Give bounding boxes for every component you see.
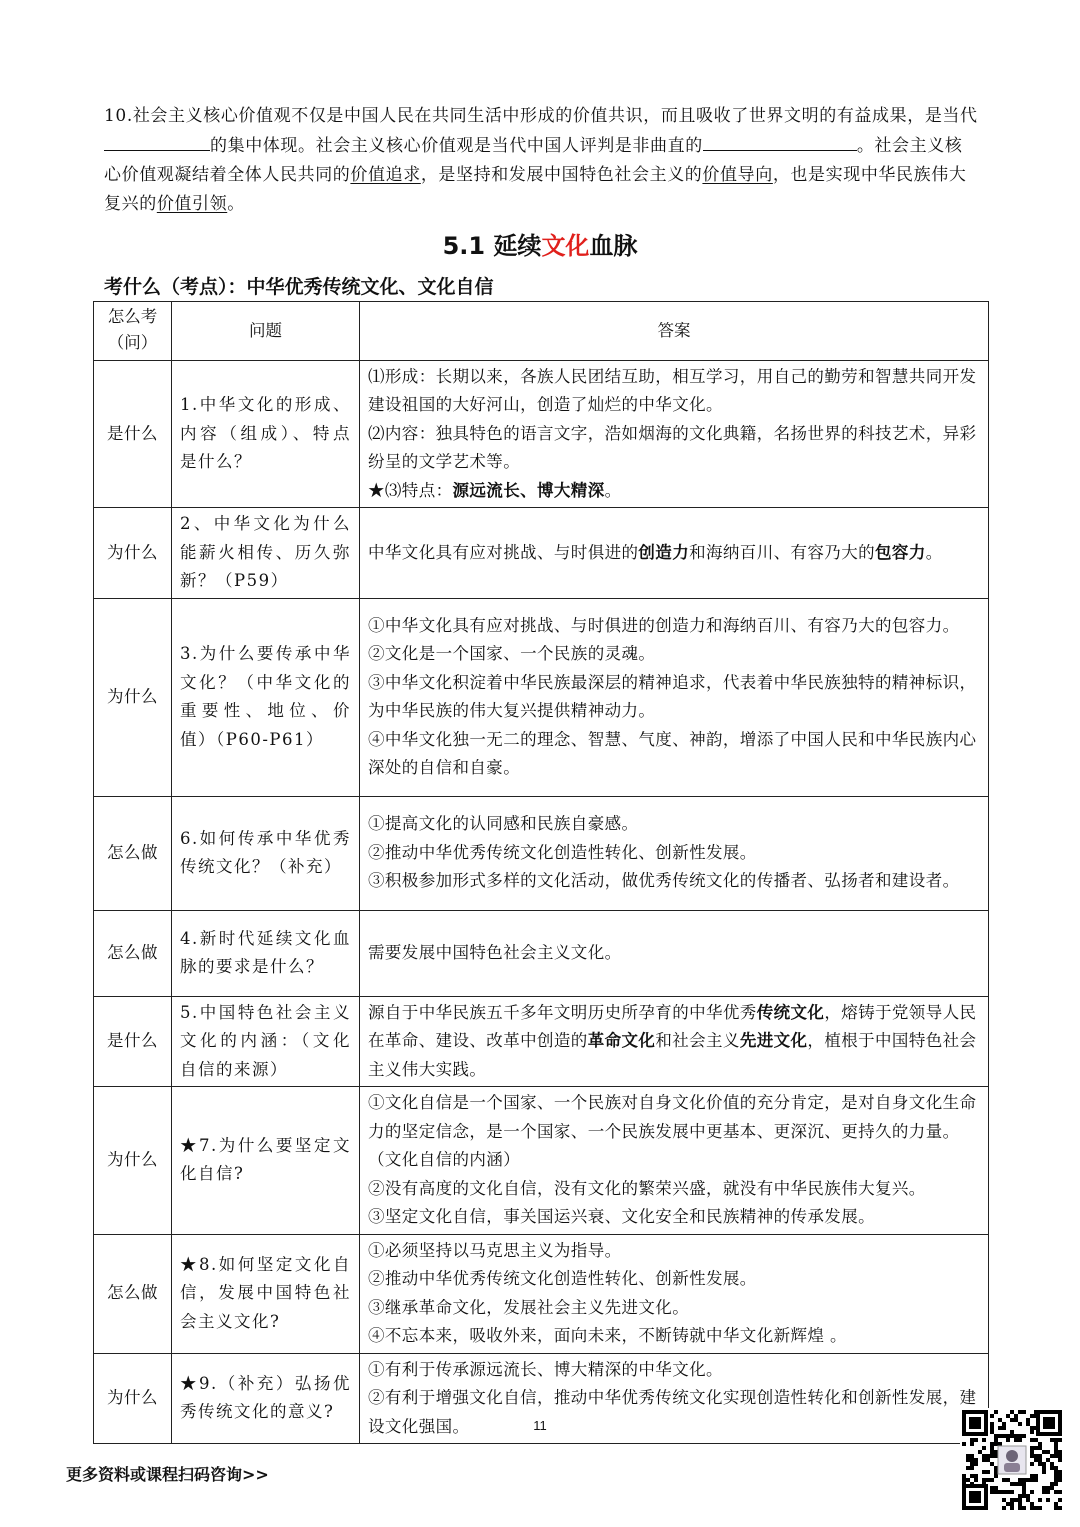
qr-module	[1022, 1478, 1026, 1482]
qr-module	[1002, 1506, 1006, 1510]
qr-module	[1034, 1474, 1038, 1478]
qr-module	[1022, 1494, 1026, 1498]
qr-module	[990, 1490, 994, 1494]
qr-module	[998, 1442, 1002, 1446]
qr-module	[1038, 1442, 1042, 1446]
qr-module	[1050, 1486, 1054, 1490]
answer-line: ①必须坚持以马克思主义为指导。	[368, 1240, 622, 1260]
intro-text-g: 。	[227, 194, 245, 214]
qr-module	[1006, 1490, 1010, 1494]
qr-module	[986, 1470, 990, 1474]
qr-module	[1058, 1458, 1062, 1462]
qr-module	[1014, 1498, 1018, 1502]
table-row	[94, 508, 989, 599]
qr-module	[990, 1414, 994, 1418]
qr-module	[1042, 1470, 1046, 1474]
qr-module	[990, 1454, 994, 1458]
qr-module	[970, 1442, 974, 1446]
underlined-term-2: 价值导向	[702, 165, 773, 185]
qr-module	[1042, 1450, 1046, 1454]
row-answer	[360, 1234, 989, 1353]
qr-code-graphic	[960, 1408, 1064, 1512]
qr-module	[1002, 1434, 1006, 1438]
qr-module	[1058, 1438, 1062, 1442]
qr-module	[982, 1482, 986, 1486]
qr-module	[1034, 1426, 1038, 1430]
qr-module	[1018, 1498, 1022, 1502]
qr-module	[994, 1486, 998, 1490]
qr-module	[966, 1458, 970, 1462]
row-type: 怎么做	[94, 796, 172, 910]
qr-module	[1010, 1490, 1014, 1494]
qr-module	[1054, 1482, 1058, 1486]
qr-module	[982, 1470, 986, 1474]
row-question: 5.中国特色社会主义文化的内涵：（文化自信的来源）	[172, 996, 360, 1087]
answer-line-star: ★⑶特点：源远流长、博大精深。	[368, 480, 622, 500]
qr-module	[1050, 1438, 1054, 1442]
header-type: 怎么考（问）	[94, 302, 172, 361]
qr-module	[1030, 1430, 1034, 1434]
answer-line: ③继承革命文化，发展社会主义先进文化。	[368, 1297, 690, 1317]
answer-line: ⑵内容：独具特色的语言文字，浩如烟海的文化典籍，名扬世界的科技艺术，异彩纷呈的文学艺术等。	[368, 423, 977, 471]
qr-module	[970, 1458, 974, 1462]
qr-module	[998, 1490, 1002, 1494]
qr-module	[986, 1478, 990, 1482]
qr-module	[1014, 1438, 1018, 1442]
qr-code-icon[interactable]	[960, 1408, 1064, 1512]
qr-module	[1014, 1418, 1018, 1422]
qr-module	[1050, 1466, 1054, 1470]
qr-module	[1018, 1478, 1022, 1482]
qr-module	[1038, 1458, 1042, 1462]
qr-module	[986, 1454, 990, 1458]
title-red-word: 文化	[541, 232, 590, 260]
fill-blank-1[interactable]	[104, 131, 210, 151]
qr-module	[1054, 1502, 1058, 1506]
section-title	[0, 226, 1080, 261]
qr-module	[1054, 1442, 1058, 1446]
qr-module	[1054, 1474, 1058, 1478]
qr-module	[1050, 1462, 1054, 1466]
qr-module	[1038, 1454, 1042, 1458]
qr-module	[982, 1446, 986, 1450]
intro-paragraph	[104, 102, 980, 219]
row-type: 为什么	[94, 1087, 172, 1235]
qr-module	[1038, 1506, 1042, 1510]
qr-module	[990, 1486, 994, 1490]
row-question: 3.为什么要传承中华文化？（中华文化的重要性、地位、价值）（P60-P61）	[172, 598, 360, 796]
qr-module	[994, 1474, 998, 1478]
qr-module	[1058, 1506, 1062, 1510]
row-answer	[360, 360, 989, 508]
intro-text-a: 10.社会主义核心价值观不仅是中国人民在共同生活中形成的价值共识，而且吸收了世界文明的有益成果，是当代	[104, 106, 978, 126]
qr-module	[1018, 1422, 1022, 1426]
table-row	[94, 598, 989, 796]
table-header-row	[94, 302, 989, 361]
qr-module	[1006, 1414, 1010, 1418]
intro-text-e: ，是坚持和发展中国特色社会主义的	[420, 165, 703, 185]
qr-module	[990, 1450, 994, 1454]
row-type: 怎么做	[94, 910, 172, 996]
qr-module	[1030, 1506, 1034, 1510]
row-answer: 源自于中华民族五千多年文明历史所孕育的中华优秀传统文化，熔铸于党领导人民在革命、建设、改革中创造的革命文化和社会主义先进文化，植根于中国特色社会主义伟大实践。	[360, 996, 989, 1087]
qr-module	[990, 1430, 994, 1434]
table-row	[94, 1234, 989, 1353]
qr-module	[982, 1438, 986, 1442]
qr-module	[1014, 1482, 1018, 1486]
row-question: ★7.为什么要坚定文化自信?	[172, 1087, 360, 1235]
qr-module	[1058, 1450, 1062, 1454]
row-type: 怎么做	[94, 1234, 172, 1353]
qr-module	[1018, 1502, 1022, 1506]
qr-module	[1002, 1490, 1006, 1494]
table-row	[94, 1087, 989, 1235]
qr-module	[982, 1478, 986, 1482]
qr-module	[1030, 1502, 1034, 1506]
qr-module	[1018, 1434, 1022, 1438]
answer-line: ①有利于传承源远流长、博大精深的中华文化。	[368, 1359, 723, 1379]
header-question: 问题	[172, 302, 360, 361]
intro-text-d: 社会主义核心价值观凝结着全体人民共同的	[104, 136, 963, 185]
underlined-term-1: 价值追求	[350, 165, 421, 185]
qr-module	[1010, 1506, 1014, 1510]
qr-module	[1058, 1498, 1062, 1502]
qr-module	[1026, 1418, 1030, 1422]
answer-line: ④中华文化独一无二的理念、智慧、气度、神韵，增添了中国人民和中华民族内心深处的自信和自豪。	[368, 729, 977, 777]
row-question: ★9.（补充）弘扬优秀传统文化的意义?	[172, 1353, 360, 1444]
row-answer	[360, 796, 989, 910]
qr-module	[1042, 1486, 1046, 1490]
row-question: 6.如何传承中华优秀传统文化？（补充）	[172, 796, 360, 910]
qr-module	[1026, 1422, 1030, 1426]
qr-module	[1054, 1490, 1058, 1494]
row-answer	[360, 598, 989, 796]
qr-module	[1010, 1502, 1014, 1506]
page-number: 11	[533, 1418, 547, 1433]
qr-module	[990, 1442, 994, 1446]
qr-module	[1054, 1506, 1058, 1510]
answer-line: ③积极参加形式多样的文化活动，做优秀传统文化的传播者、弘扬者和建设者。	[368, 871, 960, 891]
answer-line: ②没有高度的文化自信，没有文化的繁荣兴盛，就没有中华民族伟大复兴。	[368, 1178, 926, 1198]
qr-module	[1030, 1478, 1034, 1482]
qr-module	[994, 1454, 998, 1458]
qr-module	[970, 1438, 974, 1442]
qr-module	[994, 1470, 998, 1474]
row-type: 为什么	[94, 508, 172, 599]
qr-module	[1054, 1438, 1058, 1442]
row-type: 为什么	[94, 598, 172, 796]
qr-module	[1010, 1498, 1014, 1502]
qr-module	[990, 1426, 994, 1430]
qr-module	[994, 1434, 998, 1438]
qr-module	[1030, 1414, 1034, 1418]
qr-module	[1022, 1410, 1026, 1414]
answer-line: ②有利于增强文化自信，推动中华优秀传统文化实现创造性转化和创新性发展，建设文化强国。	[368, 1388, 977, 1436]
qr-module	[1030, 1426, 1034, 1430]
row-question: 2、中华文化为什么能薪火相传、历久弥新？（P59）	[172, 508, 360, 599]
intro-text-c: 。	[856, 136, 875, 156]
qr-module	[1022, 1434, 1026, 1438]
answer-line: ③坚定文化自信，事关国运兴衰、文化安全和民族精神的传承发展。	[368, 1207, 875, 1226]
qr-module	[1054, 1454, 1058, 1458]
qr-module	[1010, 1418, 1014, 1422]
qr-module	[1046, 1490, 1050, 1494]
qr-module	[1030, 1474, 1034, 1478]
qr-module	[1018, 1438, 1022, 1442]
qr-module	[1022, 1490, 1026, 1494]
qr-module	[1018, 1494, 1022, 1498]
qr-module	[962, 1478, 966, 1482]
qa-table	[93, 301, 989, 1444]
qr-module	[974, 1438, 978, 1442]
qr-module	[994, 1438, 998, 1442]
header-answer: 答案	[360, 302, 989, 361]
footer-cta: 更多资料或课程扫码咨询>>	[66, 1465, 269, 1484]
table-row	[94, 910, 989, 996]
qr-module	[1050, 1454, 1054, 1458]
answer-line: ④不忘本来，吸收外来，面向未来，不断铸就中华文化新辉煌 。	[368, 1326, 847, 1345]
answer-line: 需要发展中国特色社会主义文化。	[368, 942, 622, 962]
qr-module	[978, 1450, 982, 1454]
qr-module	[1014, 1414, 1018, 1418]
answer-line: ①提高文化的认同感和民族自豪感。	[368, 814, 639, 834]
qr-module	[982, 1458, 986, 1462]
qr-module	[1030, 1462, 1034, 1466]
qr-module	[966, 1478, 970, 1482]
qr-module	[1034, 1454, 1038, 1458]
table-row	[94, 996, 989, 1087]
qr-module	[974, 1458, 978, 1462]
qr-module	[970, 1474, 974, 1478]
qr-module	[990, 1422, 994, 1426]
qr-module	[1054, 1446, 1058, 1450]
row-answer	[360, 1087, 989, 1235]
qr-module	[1010, 1430, 1014, 1434]
qr-module	[1042, 1490, 1046, 1494]
table-row	[94, 360, 989, 508]
qr-module	[990, 1462, 994, 1466]
qr-module	[986, 1458, 990, 1462]
qr-module	[1002, 1426, 1006, 1430]
qr-module	[1022, 1506, 1026, 1510]
qr-module	[994, 1410, 998, 1414]
qr-module	[962, 1482, 966, 1486]
qr-module	[974, 1462, 978, 1466]
intro-line-1	[104, 102, 980, 219]
qr-module	[1026, 1478, 1030, 1482]
qr-module	[1042, 1462, 1046, 1466]
qr-module	[1054, 1478, 1058, 1482]
qr-module	[1030, 1490, 1034, 1494]
qr-module	[974, 1474, 978, 1478]
answer-line: ②推动中华优秀传统文化创造性转化、创新性发展。	[368, 1269, 757, 1288]
answer-line: ①文化自信是一个国家、一个民族对自身文化价值的充分肯定，是对自身文化生命力的坚定信念，是一个国家、一个民族发展中更基本、更深沉、更持久的力量。（文化自信的内涵）	[368, 1093, 977, 1169]
qr-module	[962, 1442, 966, 1446]
qr-module	[1038, 1446, 1042, 1450]
qr-module	[1030, 1450, 1034, 1454]
qr-module	[1054, 1450, 1058, 1454]
qr-module	[1018, 1410, 1022, 1414]
qr-module	[1026, 1494, 1030, 1498]
qr-module	[1018, 1482, 1022, 1486]
underlined-term-3: 价值引领	[156, 194, 228, 214]
qr-module	[994, 1466, 998, 1470]
answer-line: ②文化是一个国家、一个民族的灵魂。	[368, 644, 656, 663]
row-answer	[360, 910, 989, 996]
qr-module	[1006, 1434, 1010, 1438]
qr-module	[1058, 1478, 1062, 1482]
qr-module	[1006, 1478, 1010, 1482]
qr-module	[1058, 1474, 1062, 1478]
exam-point-heading: 考什么（考点）：中华优秀传统文化、文化自信	[104, 276, 494, 298]
qr-module	[970, 1462, 974, 1466]
qr-module	[1034, 1438, 1038, 1442]
qr-module	[998, 1426, 1002, 1430]
qr-module	[1054, 1466, 1058, 1470]
qr-module	[1006, 1438, 1010, 1442]
qr-module	[1058, 1470, 1062, 1474]
qr-module	[1002, 1498, 1006, 1502]
qr-module	[966, 1466, 970, 1470]
qr-module	[1018, 1506, 1022, 1510]
qr-module	[1058, 1490, 1062, 1494]
qr-module	[970, 1482, 974, 1486]
qr-module	[962, 1474, 966, 1478]
qr-module	[1014, 1434, 1018, 1438]
qr-module	[1010, 1434, 1014, 1438]
qr-module	[970, 1454, 974, 1458]
intro-text-f: ，也是实现中华民族伟大复兴的	[104, 165, 967, 214]
qr-module	[1046, 1458, 1050, 1462]
row-type: 是什么	[94, 360, 172, 508]
qr-module	[994, 1490, 998, 1494]
qr-module	[1034, 1410, 1038, 1414]
qr-module	[1058, 1454, 1062, 1458]
qr-module	[982, 1454, 986, 1458]
qr-module	[1046, 1498, 1050, 1502]
qr-module	[1030, 1446, 1034, 1450]
qr-module	[1042, 1466, 1046, 1470]
row-type: 为什么	[94, 1353, 172, 1444]
qr-module	[1022, 1486, 1026, 1490]
title-suffix: 血脉	[589, 232, 638, 260]
row-type: 是什么	[94, 996, 172, 1087]
qr-module	[1002, 1478, 1006, 1482]
row-question: 4.新时代延续文化血脉的要求是什么？	[172, 910, 360, 996]
fill-blank-2[interactable]	[703, 131, 857, 151]
qr-module	[1010, 1482, 1014, 1486]
qr-module	[1038, 1462, 1042, 1466]
qr-module	[994, 1442, 998, 1446]
title-prefix: 5.1 延续	[442, 232, 542, 260]
qr-module	[994, 1450, 998, 1454]
qr-module	[1034, 1446, 1038, 1450]
qr-module	[1046, 1450, 1050, 1454]
qr-module	[970, 1466, 974, 1470]
qr-module	[1006, 1502, 1010, 1506]
qr-module	[1002, 1422, 1006, 1426]
qr-module	[990, 1446, 994, 1450]
qr-module	[966, 1454, 970, 1458]
qr-module	[1030, 1438, 1034, 1442]
answer-line: ①中华文化具有应对挑战、与时俱进的创造力和海纳百川、有容乃大的包容力。	[368, 615, 960, 635]
qr-module	[1010, 1410, 1014, 1414]
qr-module	[1054, 1470, 1058, 1474]
qr-module	[1030, 1454, 1034, 1458]
qr-module	[1050, 1482, 1054, 1486]
row-question: 1.中华文化的形成、内容（组成）、特点是什么？	[172, 360, 360, 508]
row-question: ★8.如何坚定文化自信，发展中国特色社会主义文化?	[172, 1234, 360, 1353]
qr-module	[1034, 1506, 1038, 1510]
qr-module	[1022, 1482, 1026, 1486]
qr-module	[1046, 1486, 1050, 1490]
qr-module	[1038, 1498, 1042, 1502]
qr-module	[1034, 1478, 1038, 1482]
answer-line: ②推动中华优秀传统文化创造性转化、创新性发展。	[368, 842, 757, 862]
answer-line: ⑴形成：长期以来，各族人民团结互助，相互学习，用自己的勤劳和智慧共同开发建设祖国的大好河山，创造了灿烂的中华文化。	[368, 366, 977, 414]
qr-module	[1034, 1458, 1038, 1462]
answer-line: ③中华文化积淀着中华民族最深层的精神追求，代表着中华民族独特的精神标识，为中华民族的伟大复兴提供精神动力。	[368, 672, 977, 720]
qr-module	[1026, 1498, 1030, 1502]
intro-text-b: 的集中体现。社会主义核心价值观是当代中国人评判是非曲直的	[210, 136, 703, 156]
row-answer: 中华文化具有应对挑战、与时俱进的创造力和海纳百川、有容乃大的包容力。	[360, 508, 989, 599]
qr-module	[1034, 1414, 1038, 1418]
qr-module	[990, 1478, 994, 1482]
qr-module	[998, 1418, 1002, 1422]
qr-module	[974, 1478, 978, 1482]
qr-module	[998, 1434, 1002, 1438]
table-row	[94, 796, 989, 910]
